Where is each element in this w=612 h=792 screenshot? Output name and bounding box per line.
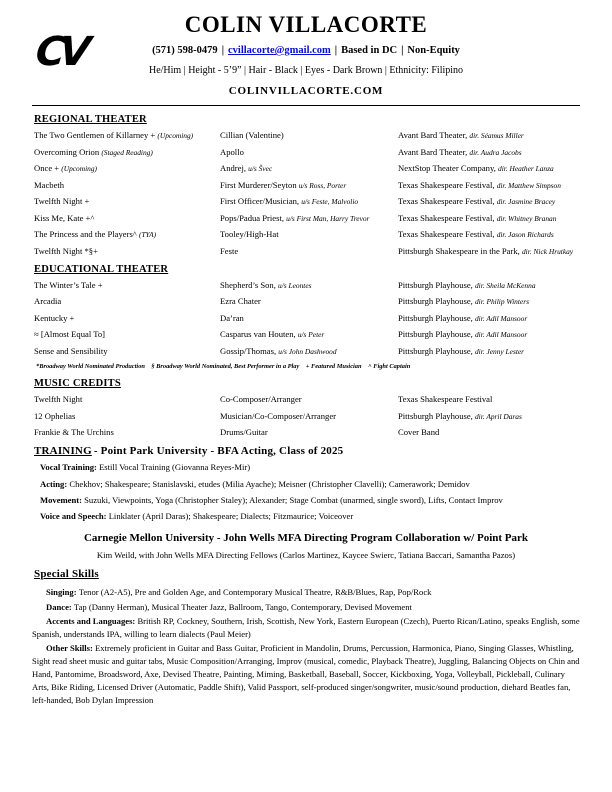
training-detail: Suzuki, Viewpoints, Yoga (Christopher Staley); Alexander; Stage Combat (unarmed, single sword), Lifts, Contact Improv [84,495,503,505]
separator: | [401,45,404,56]
section-music-credits [32,378,580,437]
credit-row [34,247,580,256]
show-title: Overcoming Orion [34,146,102,157]
director-note: dir. April Daras [474,411,522,421]
venue-cell [398,428,580,437]
credit-row [34,214,580,223]
venue-cell [398,347,580,356]
show-cell [34,197,220,206]
role-cell [220,214,398,223]
show-title: Twelfth Night *§+ [34,245,98,256]
show-note: (Upcoming) [157,131,194,140]
role-cell [220,330,398,339]
role-cell [220,395,398,404]
show-cell [34,330,220,339]
role-name: Andrej, [220,163,249,174]
role-cell [220,247,398,256]
training-line [40,496,580,506]
training-category-label: Movement: [40,495,85,505]
page-title: COLIN VILLACORTE [184,12,428,37]
section-training [32,445,580,560]
email-link[interactable]: cvillacorte@gmail.com [228,45,331,56]
location: Based in DC [341,45,398,56]
skill-line [32,642,580,706]
venue-name: Avant Bard Theater, [398,146,470,157]
skill-category-label: Dance: [46,601,74,612]
venue-cell [398,330,580,339]
training-subtitle: - Point Park University - BFA Acting, Class of 2025 [93,445,344,458]
show-title: 12 Ophelias [34,410,76,421]
venue-name: Pittsburgh Playhouse, [398,279,475,290]
venue-cell [398,281,580,290]
role-cell [220,197,398,206]
show-title: The Princess and the Players^ [34,229,139,240]
role-cell [220,428,398,437]
training-line [40,480,580,490]
venue-cell [398,164,580,173]
section-title-music: MUSIC CREDITS [34,378,121,390]
cmu-collaboration-detail: Kim Weild, with John Wells MFA Directing Fellows (Carlos Martinez, Kaycee Swierc, Tatiana Baccari, Samantha Pazos) [96,550,516,561]
role-name: Shepherd’s Son, [220,279,279,290]
show-cell [34,314,220,323]
role-name: Drums/Guitar [220,427,268,438]
understudy-note: u/s Feste, Malvolio [301,197,359,207]
venue-name: NextStop Theater Company, [398,163,499,174]
skill-category-label: Singing: [46,587,79,598]
section-title-regional: REGIONAL THEATER [34,114,147,125]
role-name: Tooley/High-Hat [220,229,279,240]
symbols-legend: *Broadway World Nominated Production § Broadway World Nominated, Best Performer in a Play + Featured Musician ^ Fight Captain [36,363,411,371]
show-cell [34,214,220,223]
director-note: dir. Audra Jacobs [469,147,522,157]
venue-name: Pittsburgh Playhouse, [398,296,475,307]
show-title: Twelfth Night + [34,196,90,207]
skill-category-label: Other Skills: [46,643,96,654]
director-note: dir. Sheila McKenna [474,280,536,290]
skill-detail: British RP, Cockney, Southern, Irish, Scottish, New York, Eastern European (Czech), Puerto Rican/Latino, speaks English, some Spanish, understands IPA, willing to learn dialects (Paul Meier) [32,616,580,639]
show-cell [34,428,220,437]
show-title: Sense and Sensibility [34,345,108,356]
role-cell [220,314,398,323]
role-name: Musician/Co-Composer/Arranger [220,410,336,421]
header [32,12,580,97]
training-category-label: Vocal Training: [40,462,100,473]
show-title: Kentucky + [34,312,75,323]
contact-line [32,45,580,56]
credit-row [34,164,580,173]
director-note: dir. Nick Hrutkay [521,246,574,256]
venue-cell [398,148,580,157]
venue-name: Pittsburgh Playhouse, [398,312,475,323]
role-cell [220,164,398,173]
show-title: The Two Gentlemen of Killarney + [34,130,158,140]
show-title: Once + [34,163,62,174]
venue-cell [398,297,580,306]
show-cell [34,164,220,173]
training-lines [32,463,580,522]
role-name: Cillian (Valentine) [220,130,284,140]
credit-row [34,197,580,206]
training-detail: Chekhov; Shakespeare; Stanislavski, etudes (Milia Ayache); Meisner (Christopher Clavelli); Camerawork; Demidov [69,478,470,489]
role-name: First Murderer/Seyton [220,179,299,190]
role-name: Ezra Chater [220,296,261,307]
venue-cell [398,181,580,190]
section-title-special-skills: Special Skills [34,568,99,581]
skill-line [32,601,580,614]
venue-name: Cover Band [398,427,440,438]
understudy-note: u/s Peter [297,330,325,340]
separator: | [334,45,338,56]
venue-cell [398,230,580,239]
training-detail: Linklater (April Daras); Shakespeare; Dialects; Fitzmaurice; Voiceover [108,511,354,522]
role-cell [220,181,398,190]
website-url: COLINVILLACORTE.COM [228,85,384,97]
show-note: (Staged Reading) [101,147,153,157]
skill-line [32,586,580,599]
show-title: ≈ [Almost Equal To] [34,329,106,340]
role-cell [220,281,398,290]
header-divider [32,105,580,106]
role-name: Gossip/Thomas, [220,345,279,356]
understudy-note: u/s Ross, Porter [298,180,347,190]
show-cell [34,395,220,404]
show-cell [34,297,220,306]
cv-monogram-logo [33,28,96,76]
credit-row [34,330,580,339]
director-note: dir. Matthew Simpson [496,180,561,190]
union-status: Non-Equity [407,45,460,56]
show-cell [34,247,220,256]
director-note: dir. Heather Lanza [498,164,554,174]
director-note: dir. Adil Mansoor [474,330,528,340]
role-name: Casparus van Houten, [220,329,298,340]
understudy-note: u/s John Dashwood [278,346,337,356]
show-cell [34,281,220,290]
show-title: The Winter’s Tale + [34,279,103,290]
director-note: dir. Philip Winters [474,297,529,307]
credit-row [34,395,580,404]
skill-detail: Tap (Danny Herman), Musical Theater Jazz, Ballroom, Tango, Contemporary, Devised Movement [73,601,412,612]
training-line [40,512,580,522]
venue-name: Texas Shakespeare Festival, [398,212,497,223]
venue-name: Pittsburgh Playhouse, [398,329,475,340]
educational-credits-table [34,281,580,356]
training-detail: Estill Vocal Training (Giovanna Reyes-Mir) [99,462,251,473]
venue-name: Avant Bard Theater, [398,130,470,140]
training-category-label: Acting: [40,478,70,489]
show-cell [34,412,220,421]
credit-row [34,281,580,290]
training-category-label: Voice and Speech: [40,511,109,522]
training-heading: TRAINING [34,445,92,458]
role-cell [220,297,398,306]
skill-detail: Extremely proficient in Guitar and Bass Guitar, Proficient in Mandolin, Drums, Percussion, Harmonica, Piano, Singing Glasses, Whistling, Sight read sheet music and guitar tabs, Music Composition/Arranging, Improv (musical, comedic, Playback Theatre), Juggling, Balancing Objects on Chin and Hand, Pantomime, Broadsword, Axe, Devised Theatre, Painting, Miming, Basketball, Baseball, Soccer, Kickboxing, Yoga, Volleyball, Pickleball, Culinary Arts, Bike Riding, Licensed Driver (Automatic, Paddle Shift), Valid Passport, self-produced singer/songwriter, music/sound production, diehard Beatles fan, left-handed, Bob Dylan Impression [32,643,580,705]
skills-lines [32,586,580,707]
director-note: dir. Adil Mansoor [474,313,528,323]
physical-stats-line: He/Him | Height - 5’9” | Hair - Black | Eyes - Dark Brown | Ethnicity: Filipino [148,65,464,76]
cmu-collaboration-title: Carnegie Mellon University - John Wells MFA Directing Program Collaboration w/ Point Park [83,532,529,545]
role-name: Feste [220,245,239,256]
logo-text: CV [33,29,87,75]
skill-line [32,615,580,641]
role-name: Da’ran [220,312,244,323]
venue-name: Pittsburgh Shakespeare in the Park, [398,245,522,256]
show-note: (TYA) [138,230,157,240]
role-name: Apollo [220,146,244,157]
director-note: dir. Jason Richards [496,230,554,240]
show-note: (Upcoming) [61,164,97,174]
role-cell [220,148,398,157]
venue-name: Texas Shakespeare Festival, [398,229,497,240]
director-note: dir. Whitney Branan [496,213,557,223]
credit-row [34,297,580,306]
venue-cell [398,214,580,223]
regional-credits-table [34,131,580,256]
show-title: Kiss Me, Kate +^ [34,212,95,223]
venue-cell [398,314,580,323]
section-title-training [34,445,580,457]
skill-detail: Tenor (A2-A5), Pre and Golden Age, and Contemporary Musical Theatre, R&B/Blues, Rap, Pop/Rock [78,587,432,598]
show-cell [34,181,220,190]
credit-row [34,412,580,421]
credit-row [34,347,580,356]
director-note: dir. Jenny Lester [474,346,525,356]
phone: (571) 598-0479 [152,45,218,56]
role-cell [220,131,398,140]
role-cell [220,230,398,239]
venue-cell [398,131,580,140]
role-name: First Officer/Musician, [220,196,302,207]
role-cell [220,347,398,356]
venue-name: Pittsburgh Playhouse, [398,410,475,421]
credit-row [34,148,580,157]
show-cell [34,230,220,239]
show-title: Macbeth [34,179,65,190]
role-name: Co-Composer/Arranger [220,394,302,405]
show-cell [34,347,220,356]
venue-name: Texas Shakespeare Festival, [398,196,497,207]
credit-row [34,230,580,239]
section-educational-theater [32,264,580,371]
venue-cell [398,395,580,404]
role-cell [220,412,398,421]
show-title: Twelfth Night [34,394,83,405]
section-title-educational: EDUCATIONAL THEATER [34,263,169,275]
venue-cell [398,412,580,421]
show-cell [34,131,220,140]
venue-name: Texas Shakespeare Festival, [398,179,497,190]
credit-row [34,314,580,323]
section-regional-theater [32,114,580,256]
understudy-note: u/s Švec [248,164,273,174]
understudy-note: u/s First Man, Harry Trevor [286,213,370,223]
show-cell [34,148,220,157]
music-credits-table [34,395,580,437]
director-note: dir. Séamus Miller [469,131,524,140]
role-name: Pops/Padua Priest, [220,212,287,223]
skill-category-label: Accents and Languages: [46,616,138,627]
show-title: Arcadia [34,296,62,307]
venue-cell [398,247,580,256]
director-note: dir. Jasmine Bracey [496,197,556,207]
venue-name: Texas Shakespeare Festival [398,394,493,405]
venue-name: Pittsburgh Playhouse, [398,345,475,356]
venue-cell [398,197,580,206]
separator: | [221,45,224,56]
credit-row [34,131,580,140]
training-line [40,463,580,473]
show-title: Frankie & The Urchins [34,427,114,438]
credit-row [34,428,580,437]
understudy-note: u/s Leontes [278,280,312,290]
credit-row [34,181,580,190]
section-special-skills [32,568,580,707]
